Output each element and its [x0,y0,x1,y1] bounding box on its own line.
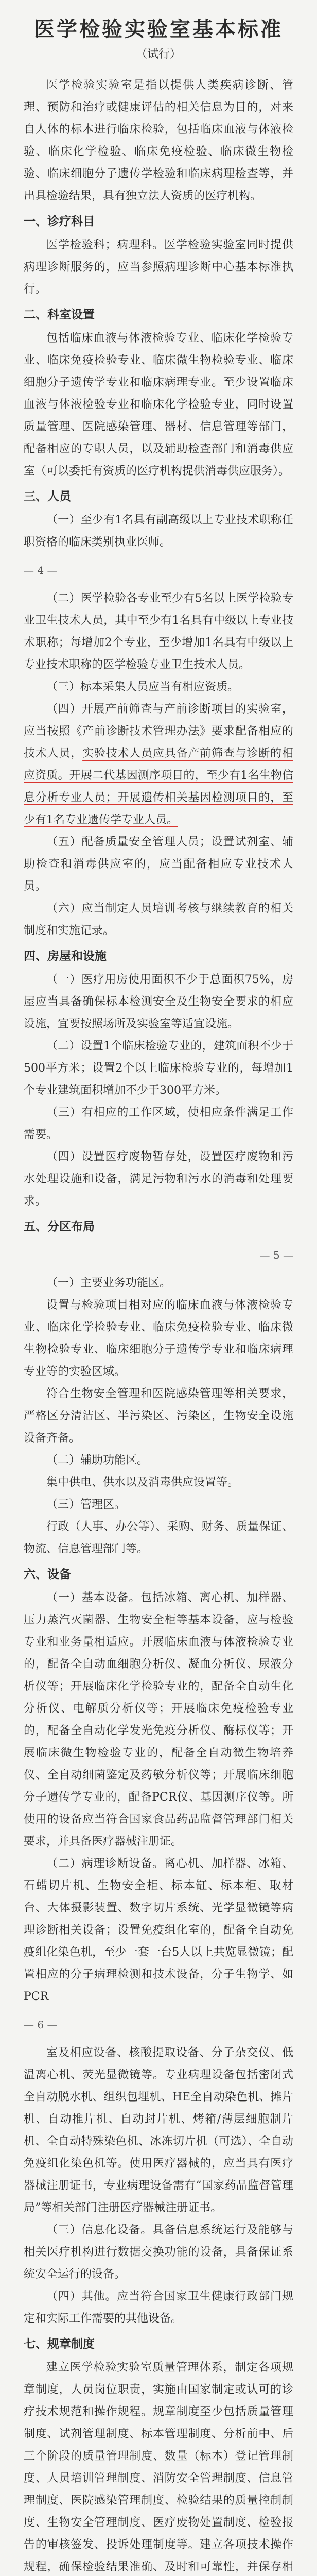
section-heading-2: 二、科室设置 [24,308,95,321]
section-2-text: 包括临床血液与体液检验专业、临床化学检验专业、临床免疫检验专业、临床微生物检验专业、临床细胞分子遗传学专业和临床病理专业。至少设置临床血液与体液检验专业和临床化学检验专业，同时设置质量管理、医院感染管理、器材、信息管理等部门，配备相应的专职人员，以及辅助检查部门和消毒供应室（可以委托有资质的医疗机构提供消毒供应服务）。 [24,332,293,478]
section-3-p6: （六）应当制定人员培训考核与继续教育的相关制度和实施记录。 [24,902,293,937]
section-5-p1-text: 设置与检验项目相对应的临床血液与体液检验专业、临床化学检验专业、临床免疫检验专业、临床微生物检验专业、临床细胞分子遗传学专业和临床病理专业等的实验区域。 [24,1299,293,1378]
section-6-p2: （二）病理诊断设备。离心机、加样器、冰箱、石蜡切片机、生物安全柜、标本缸、标本柜、取材台、大体摄影装置、数字切片系统、光学显微镜等病理诊断相关设备；设置免疫组化室的，配备全自动免疫组化染色机，至少一套一台5人以上共览显微镜；配置相应的分子病理检测和技术设备，分子生物学、如PCR [24,1857,293,2003]
section-3-p4 [24,698,293,831]
section-heading-5: 五、分区布局 [24,1220,95,1233]
page-number-6: — 6 — [24,2019,58,2031]
section-7-text: 建立医学检验实验室质量管理体系，制定各项规章制度，人员岗位职责，实施由国家制定或认可的诊疗技术规范和操作规程。规章制度至少包括质量管理制度、试剂管理制度、标本管理制度、分析前中、后三个阶段的质量管理制度、数量（标本）登记管理制度、人员培训管理制度、消防安全管理制度、信息管理制度、医院感染管理制度、检验结果的质量控制制度、生物安全管理制度、医疗废物处置制度、检验报告的审核签发、投诉处理制度等。建立各项技术操作规程，确保检验结果准确、及时和可靠性，并保存相 [24,2361,293,2573]
document-title: 医学检验实验室基本标准 [34,17,283,41]
section-6-p2b: 室及相应设备、核酸提取设备、分子杂交仪、低温离心机、荧光显微镜等。专业病理设备包括密闭式全自动脱水机、组织包埋机、HE全自动染色机、摊片机、自动推片机、自动封片机、烤箱/薄层细胞制片机、全自动特殊染色机、冰冻切片机（可选）、全自动免疫组化染色机等。使用医疗器械的，应当具有医疗器械注册证书，专业病理设备需有“国家药品监督管理局”等相关部门注册医疗器械注册证书。 [24,2046,293,2214]
section-4-p2: （二）设置1个临床检验专业的，建筑面积不少于500平方米；设置2个以上临床检验专业的，每增加1个专业建筑面积增加不少于300平方米。 [24,1040,293,1097]
section-heading-4: 四、房屋和设施 [24,950,107,963]
section-3-p1: （一）至少有1名具有副高级以上专业技术职称任职资格的临床类别执业医师。 [24,514,293,549]
section-5-p1-text2: 符合生物安全管理和医院感染管理等相关要求，严格区分清洁区、半污染区、污染区，生物安全设施设备齐备。 [24,1387,293,1445]
section-5-p2: （二）辅助功能区。 [46,1454,149,1467]
section-5-p1: （一）主要业务功能区。 [46,1277,171,1290]
section-5-p3-text: 行政（人事、办公等）、采购、财务、质量保证、物流、信息管理部门等。 [24,1520,293,1555]
section-6-p4: （四）其他。应当符合国家卫生健康行政部门规定和实际工作需要的其他设备。 [24,2290,293,2325]
section-3-p5: （五）配备质量安全管理人员；设置试剂室、辅助检查和消毒供应室的，应当配备相应专业技术人员。 [24,836,293,893]
section-heading-6: 六、设备 [24,1568,71,1581]
page-number-4: — 4 — [24,564,58,577]
section-5-p3: （三）管理区。 [46,1498,126,1511]
section-heading-1: 一、诊疗科目 [24,215,95,228]
document-subtitle: （试行） [135,48,181,61]
section-heading-3: 三、人员 [24,490,71,503]
section-3-p4-lead: （四）开展产前筛查与产前诊断项目的实验室，应当按照《产前诊断技术管理办法》要求配备相应的技术人员， [24,703,293,760]
section-4-p1: （一）医疗用房使用面积不少于总面积75%，房屋应当具备确保标本检测安全及生物安全要求的相应设施，宜要按照场所及实验室等适宜设施。 [24,973,293,1030]
section-4-p3: （三）有相应的工作区域，使相应条件满足工作需要。 [24,1106,293,1141]
underlined-highlight-staffing: 实验技术人员应具备产前筛查与诊断的相应资质。开展二代基因测序项目的，至少有1名生物信息分析专业人员；开展遗传相关基因检测项目的，至少有1名专业遗传学专业人员。 [24,747,293,826]
section-3-p2: （二）医学检验各专业至少有5名以上医学检验专业卫生技术人员，其中至少有1名具有中级以上专业技术职称；每增加2个专业，至少增加1名具有中级以上专业技术职称的医学检验专业卫生技术人员。 [24,592,293,671]
section-heading-7: 七、规章制度 [24,2337,95,2351]
section-6-p3: （三）信息化设备。具备信息系统运行及能够与相关医疗机构进行数据交换功能的设备，具备保证系统安全运行的设备。 [24,2224,293,2281]
section-5-p2-text: 集中供电、供水以及消毒供应设置等。 [46,1476,239,1489]
section-3-p3: （三）标本采集人员应当有相应资质。 [46,681,239,693]
section-4-p4: （四）设置医疗废物暂存处，设置医疗废物和污水处理设施和设备，满足污物和污水的消毒和处理要求。 [24,1150,293,1208]
intro-paragraph: 医学检验实验室是指以提供人类疾病诊断、管理、预防和治疗或健康评估的相关信息为目的，对来自人体的标本进行临床检验，包括临床血液与体液检验、临床化学检验、临床免疫检验、临床微生物检验、临床细胞分子遗传学检验和临床病理检查等，并出具检验结果，具有独立法人资质的医疗机构。 [24,79,293,202]
section-1-text: 医学检验科；病理科。医学检验实验室同时提供病理诊断服务的，应当参照病理诊断中心基本标准执行。 [24,239,293,296]
section-6-p1: （一）基本设备。包括冰箱、离心机、加样器、压力蒸汽灭菌器、生物安全柜等基本设备，应与检验专业和业务量相适应。开展临床血液与体液检验专业的，配备全自动血细胞分析仪、凝血分析仪、尿液分析仪等；开展临床化学检验专业的，配备全自动生化分析仪、电解质分析仪等；开展临床免疫检验专业的，配备全自动化学发光免疫分析仪、酶标仪等；开展临床微生物检验专业的，配备全自动微生物培养仪、全自动细菌鉴定及药敏分析仪等；开展临床细胞分子遗传学专业的，配备PCR仪、基因测序仪等。所使用的设备应当符合国家食品药品监督管理部门相关要求，并具备医疗器械注册证。 [24,1591,293,1848]
page-number-5: — 5 — [259,1249,293,1261]
